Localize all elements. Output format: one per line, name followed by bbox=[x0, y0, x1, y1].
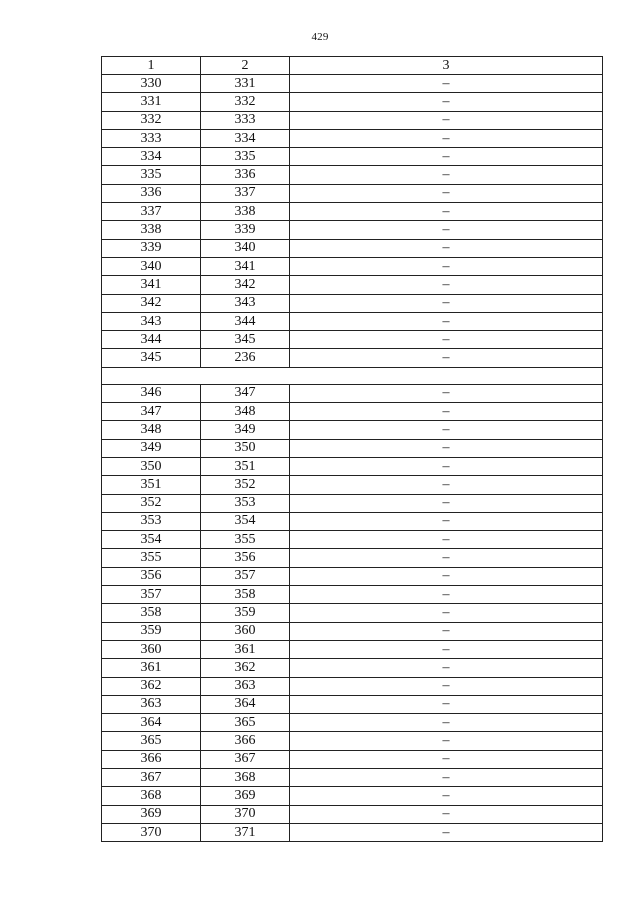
table-cell-col-3: – bbox=[290, 494, 603, 512]
table-cell-col-2: 355 bbox=[201, 531, 290, 549]
table-cell-col-2: 337 bbox=[201, 184, 290, 202]
table-cell-col-2: 362 bbox=[201, 659, 290, 677]
table-row bbox=[102, 239, 603, 257]
table-cell-col-1: 368 bbox=[102, 787, 201, 805]
table-cell-col-1: 349 bbox=[102, 439, 201, 457]
table-cell-col-2: 368 bbox=[201, 768, 290, 786]
table-cell-col-1: 350 bbox=[102, 457, 201, 475]
table-row bbox=[102, 659, 603, 677]
table-row bbox=[102, 203, 603, 221]
table-cell-col-3: – bbox=[290, 549, 603, 567]
table-cell-col-2: 334 bbox=[201, 129, 290, 147]
table-cell-col-2: 367 bbox=[201, 750, 290, 768]
table-cell-col-2: 351 bbox=[201, 457, 290, 475]
table-cell-col-1: 338 bbox=[102, 221, 201, 239]
table-cell-col-3: – bbox=[290, 787, 603, 805]
table-row bbox=[102, 714, 603, 732]
table-cell-col-3: – bbox=[290, 622, 603, 640]
table-cell-col-1: 335 bbox=[102, 166, 201, 184]
column-header-2: 2 bbox=[201, 57, 290, 75]
table-cell-col-3: – bbox=[290, 257, 603, 275]
table-cell-col-1: 367 bbox=[102, 768, 201, 786]
table-row bbox=[102, 148, 603, 166]
table-cell-col-3: – bbox=[290, 239, 603, 257]
table-cell-col-1: 358 bbox=[102, 604, 201, 622]
table-row bbox=[102, 257, 603, 275]
table-row bbox=[102, 457, 603, 475]
table-cell-col-3: – bbox=[290, 714, 603, 732]
table-cell-col-1: 360 bbox=[102, 640, 201, 658]
table-cell-col-1: 359 bbox=[102, 622, 201, 640]
table-cell-col-2: 359 bbox=[201, 604, 290, 622]
table-header bbox=[102, 57, 603, 75]
table-cell-col-1: 341 bbox=[102, 276, 201, 294]
table-row bbox=[102, 129, 603, 147]
table-cell-col-2: 364 bbox=[201, 695, 290, 713]
table-row bbox=[102, 805, 603, 823]
table-cell-col-2: 348 bbox=[201, 403, 290, 421]
table-cell-col-2: 335 bbox=[201, 148, 290, 166]
table-row bbox=[102, 421, 603, 439]
table-cell-col-3: – bbox=[290, 403, 603, 421]
table-cell-col-3: – bbox=[290, 677, 603, 695]
table-cell-col-2: 341 bbox=[201, 257, 290, 275]
page-number: 429 bbox=[311, 31, 329, 43]
spacer-cell bbox=[102, 367, 603, 384]
table-cell-col-1: 342 bbox=[102, 294, 201, 312]
table-cell-col-1: 356 bbox=[102, 567, 201, 585]
table-cell-col-1: 366 bbox=[102, 750, 201, 768]
table-row bbox=[102, 622, 603, 640]
table-cell-col-1: 346 bbox=[102, 384, 201, 402]
table-row bbox=[102, 768, 603, 786]
table-cell-col-1: 337 bbox=[102, 203, 201, 221]
table-cell-col-3: – bbox=[290, 294, 603, 312]
table-cell-col-1: 353 bbox=[102, 512, 201, 530]
header-row bbox=[102, 57, 603, 75]
table-row bbox=[102, 787, 603, 805]
table-row bbox=[102, 732, 603, 750]
table-cell-col-2: 360 bbox=[201, 622, 290, 640]
table-row bbox=[102, 512, 603, 530]
table-cell-col-3: – bbox=[290, 476, 603, 494]
table-cell-col-3: – bbox=[290, 276, 603, 294]
table-row bbox=[102, 312, 603, 330]
table-cell-col-3: – bbox=[290, 586, 603, 604]
table-cell-col-1: 345 bbox=[102, 349, 201, 367]
table-cell-col-2: 345 bbox=[201, 331, 290, 349]
data-table bbox=[101, 56, 603, 842]
table-cell-col-1: 364 bbox=[102, 714, 201, 732]
table-row bbox=[102, 476, 603, 494]
table-cell-col-2: 331 bbox=[201, 75, 290, 93]
column-header-1: 1 bbox=[102, 57, 201, 75]
table-cell-col-1: 336 bbox=[102, 184, 201, 202]
table-cell-col-3: – bbox=[290, 604, 603, 622]
table-cell-col-3: – bbox=[290, 203, 603, 221]
table-cell-col-3: – bbox=[290, 111, 603, 129]
table-cell-col-3: – bbox=[290, 567, 603, 585]
table-cell-col-3: – bbox=[290, 732, 603, 750]
table-cell-col-3: – bbox=[290, 148, 603, 166]
table-cell-col-3: – bbox=[290, 421, 603, 439]
table-body bbox=[102, 75, 603, 842]
table-cell-col-1: 334 bbox=[102, 148, 201, 166]
table-cell-col-3: – bbox=[290, 823, 603, 841]
table-cell-col-2: 366 bbox=[201, 732, 290, 750]
table-cell-col-2: 332 bbox=[201, 93, 290, 111]
table-row bbox=[102, 166, 603, 184]
table-cell-col-3: – bbox=[290, 184, 603, 202]
table-cell-col-2: 363 bbox=[201, 677, 290, 695]
table-cell-col-1: 340 bbox=[102, 257, 201, 275]
table-row bbox=[102, 439, 603, 457]
table-cell-col-3: – bbox=[290, 512, 603, 530]
table-cell-col-2: 344 bbox=[201, 312, 290, 330]
table-cell-col-2: 357 bbox=[201, 567, 290, 585]
table-cell-col-1: 370 bbox=[102, 823, 201, 841]
table-row bbox=[102, 750, 603, 768]
table-cell-col-3: – bbox=[290, 93, 603, 111]
table-cell-col-1: 343 bbox=[102, 312, 201, 330]
table-cell-col-2: 358 bbox=[201, 586, 290, 604]
table-cell-col-1: 330 bbox=[102, 75, 201, 93]
table-cell-col-2: 370 bbox=[201, 805, 290, 823]
table-cell-col-3: – bbox=[290, 805, 603, 823]
table-cell-col-2: 339 bbox=[201, 221, 290, 239]
table-cell-col-1: 333 bbox=[102, 129, 201, 147]
table-cell-col-2: 354 bbox=[201, 512, 290, 530]
table-cell-col-2: 343 bbox=[201, 294, 290, 312]
column-header-3: 3 bbox=[290, 57, 603, 75]
table-cell-col-1: 348 bbox=[102, 421, 201, 439]
table-cell-col-1: 355 bbox=[102, 549, 201, 567]
table-row bbox=[102, 567, 603, 585]
table-cell-col-2: 350 bbox=[201, 439, 290, 457]
table-cell-col-1: 339 bbox=[102, 239, 201, 257]
table-cell-col-2: 338 bbox=[201, 203, 290, 221]
table-cell-col-2: 349 bbox=[201, 421, 290, 439]
table-cell-col-1: 357 bbox=[102, 586, 201, 604]
table-cell-col-1: 363 bbox=[102, 695, 201, 713]
table-row bbox=[102, 494, 603, 512]
table-cell-col-3: – bbox=[290, 221, 603, 239]
table-cell-col-3: – bbox=[290, 768, 603, 786]
table-row bbox=[102, 586, 603, 604]
table-row bbox=[102, 331, 603, 349]
table-cell-col-3: – bbox=[290, 331, 603, 349]
table-cell-col-3: – bbox=[290, 659, 603, 677]
table-cell-col-1: 354 bbox=[102, 531, 201, 549]
table-cell-col-3: – bbox=[290, 166, 603, 184]
table-cell-col-3: – bbox=[290, 750, 603, 768]
table-row bbox=[102, 75, 603, 93]
table-row bbox=[102, 294, 603, 312]
table-cell-col-3: – bbox=[290, 349, 603, 367]
table-cell-col-3: – bbox=[290, 129, 603, 147]
table-row bbox=[102, 384, 603, 402]
table-row bbox=[102, 276, 603, 294]
table-cell-col-2: 236 bbox=[201, 349, 290, 367]
table-cell-col-3: – bbox=[290, 457, 603, 475]
table-row bbox=[102, 823, 603, 841]
table-row bbox=[102, 111, 603, 129]
table-row bbox=[102, 93, 603, 111]
table-cell-col-1: 369 bbox=[102, 805, 201, 823]
table-cell-col-2: 340 bbox=[201, 239, 290, 257]
table-cell-col-2: 369 bbox=[201, 787, 290, 805]
table-cell-col-2: 361 bbox=[201, 640, 290, 658]
table-cell-col-3: – bbox=[290, 695, 603, 713]
table-cell-col-2: 353 bbox=[201, 494, 290, 512]
table-cell-col-2: 336 bbox=[201, 166, 290, 184]
table-cell-col-3: – bbox=[290, 439, 603, 457]
table-cell-col-3: – bbox=[290, 312, 603, 330]
table-row bbox=[102, 531, 603, 549]
table-row bbox=[102, 695, 603, 713]
table-cell-col-1: 347 bbox=[102, 403, 201, 421]
table-cell-col-3: – bbox=[290, 75, 603, 93]
table-cell-col-1: 361 bbox=[102, 659, 201, 677]
table-cell-col-2: 352 bbox=[201, 476, 290, 494]
table-cell-col-2: 333 bbox=[201, 111, 290, 129]
table-cell-col-2: 347 bbox=[201, 384, 290, 402]
table-cell-col-1: 332 bbox=[102, 111, 201, 129]
table-cell-col-1: 344 bbox=[102, 331, 201, 349]
table-cell-col-1: 365 bbox=[102, 732, 201, 750]
table-cell-col-1: 331 bbox=[102, 93, 201, 111]
table-cell-col-3: – bbox=[290, 384, 603, 402]
spacer-row bbox=[102, 367, 603, 384]
table-cell-col-3: – bbox=[290, 531, 603, 549]
table-cell-col-1: 362 bbox=[102, 677, 201, 695]
table-cell-col-2: 356 bbox=[201, 549, 290, 567]
table-row bbox=[102, 549, 603, 567]
table-cell-col-1: 352 bbox=[102, 494, 201, 512]
table-cell-col-2: 342 bbox=[201, 276, 290, 294]
table-cell-col-2: 365 bbox=[201, 714, 290, 732]
table-row bbox=[102, 221, 603, 239]
table-row bbox=[102, 677, 603, 695]
table-row bbox=[102, 403, 603, 421]
table-row bbox=[102, 184, 603, 202]
table-row bbox=[102, 349, 603, 367]
table-cell-col-2: 371 bbox=[201, 823, 290, 841]
table-cell-col-1: 351 bbox=[102, 476, 201, 494]
table-cell-col-3: – bbox=[290, 640, 603, 658]
table-row bbox=[102, 640, 603, 658]
table-row bbox=[102, 604, 603, 622]
